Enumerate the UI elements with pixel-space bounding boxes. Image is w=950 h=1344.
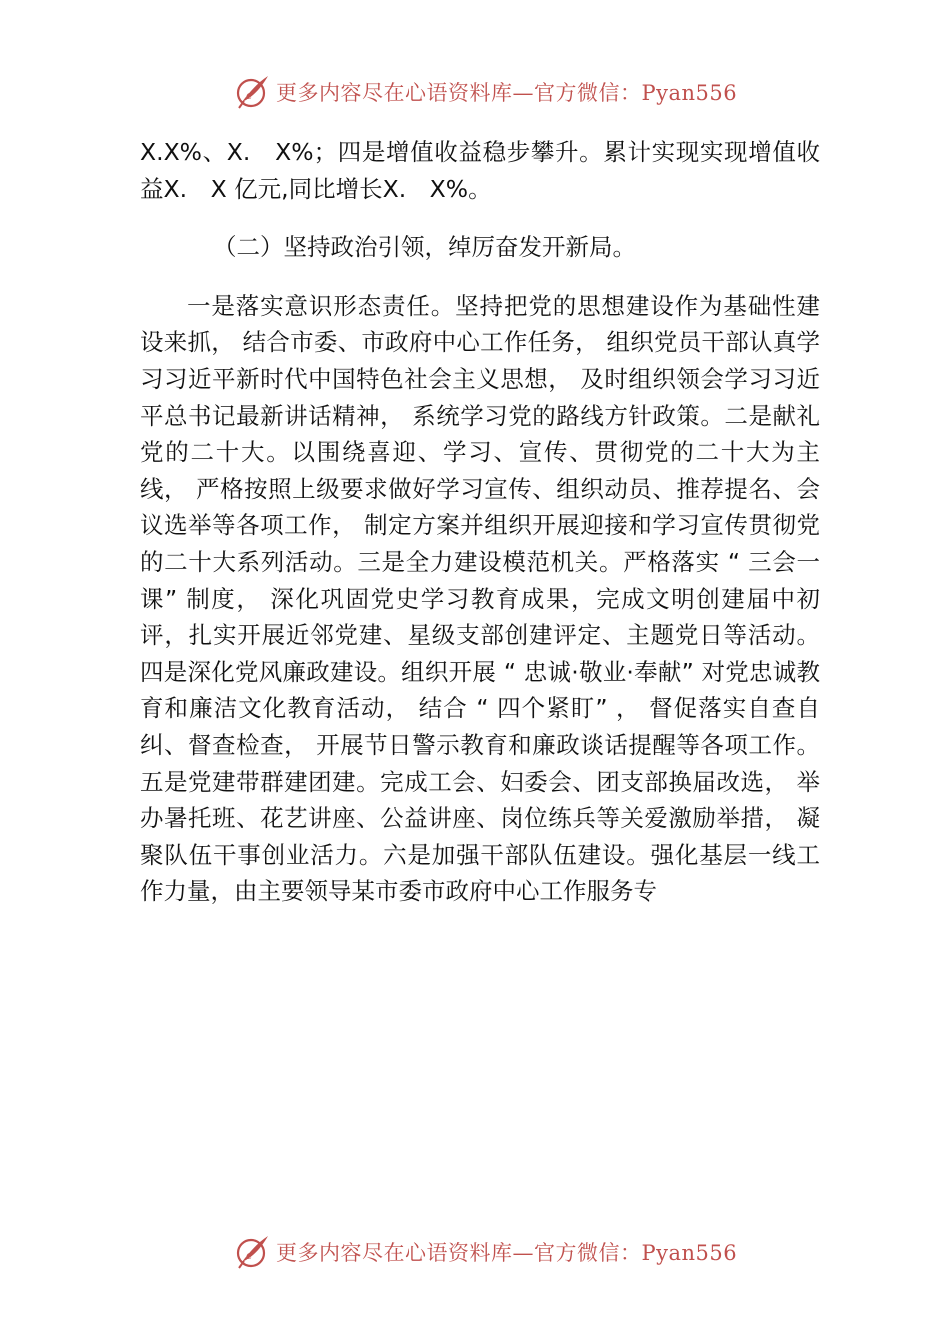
section-heading: （二）坚持政治引领，绰厉奋发开新局。: [213, 233, 636, 262]
header-watermark-text: 更多内容尽在心语资料库—官方微信：Pyan556: [276, 81, 738, 105]
svg-text:e: e: [246, 1249, 253, 1262]
header-watermark-banner: [232, 72, 737, 112]
footer-watermark-banner: [232, 1232, 737, 1272]
document-body: [140, 134, 820, 910]
paragraph-body: 一是落实意识形态责任。坚持把党的思想建设作为基础性建设来抓， 结合市委、市政府中心工作任务， 组织党员干部认真学习习近平新时代中国特色社会主义思想， 及时组织领会学习习近平总书记最新讲话精神， 系统学习党的路线方针政策。二是献礼党的二十大。以围绕喜迎、学习、宣传、贯彻党的二十大为主线， 严格按照上级要求做好学习宣传、组织动员、推荐提名、会议选举等各项工作， 制定方案并组织开展迎接和学习宣传贯彻党的二十大系列活动。三是全力建设模范机关。严格落实 “ 三会一课” 制度， 深化巩固党史学习教育成果，完成文明创建届中初评，扎实开展近邻党建、星级支部创建评定、主题党日等活动。四是深化党风廉政建设。组织开展 “ 忠诚·敬业·奉献” 对党忠诚教育和廉洁文化教育活动， 结合 “ 四个紧盯” ， 督促落实自查自纠、督查检查， 开展节日警示教育和廉政谈话提醒等各项工作。五是党建带群建团建。完成工会、妇委会、团支部换届改选， 举办暑托班、花艺讲座、公益讲座、岗位练兵等关爱激励举措， 凝聚队伍干事创业活力。六是加强干部队伍建设。强化基层一线工作力量，由主要领导某市委市政府中心工作服务专: [140, 291, 820, 906]
quill-pen-logo-icon: [232, 72, 272, 112]
svg-text:e: e: [246, 89, 253, 102]
footer-watermark-text: 更多内容尽在心语资料库—官方微信：Pyan556: [276, 1241, 738, 1265]
paragraph-continuation: X.X%、X. X%；四是增值收益稳步攀升。累计实现实现增值收益X. X 亿元,同比增长X. X%。: [140, 138, 820, 203]
quill-pen-logo-icon: [232, 1232, 272, 1272]
